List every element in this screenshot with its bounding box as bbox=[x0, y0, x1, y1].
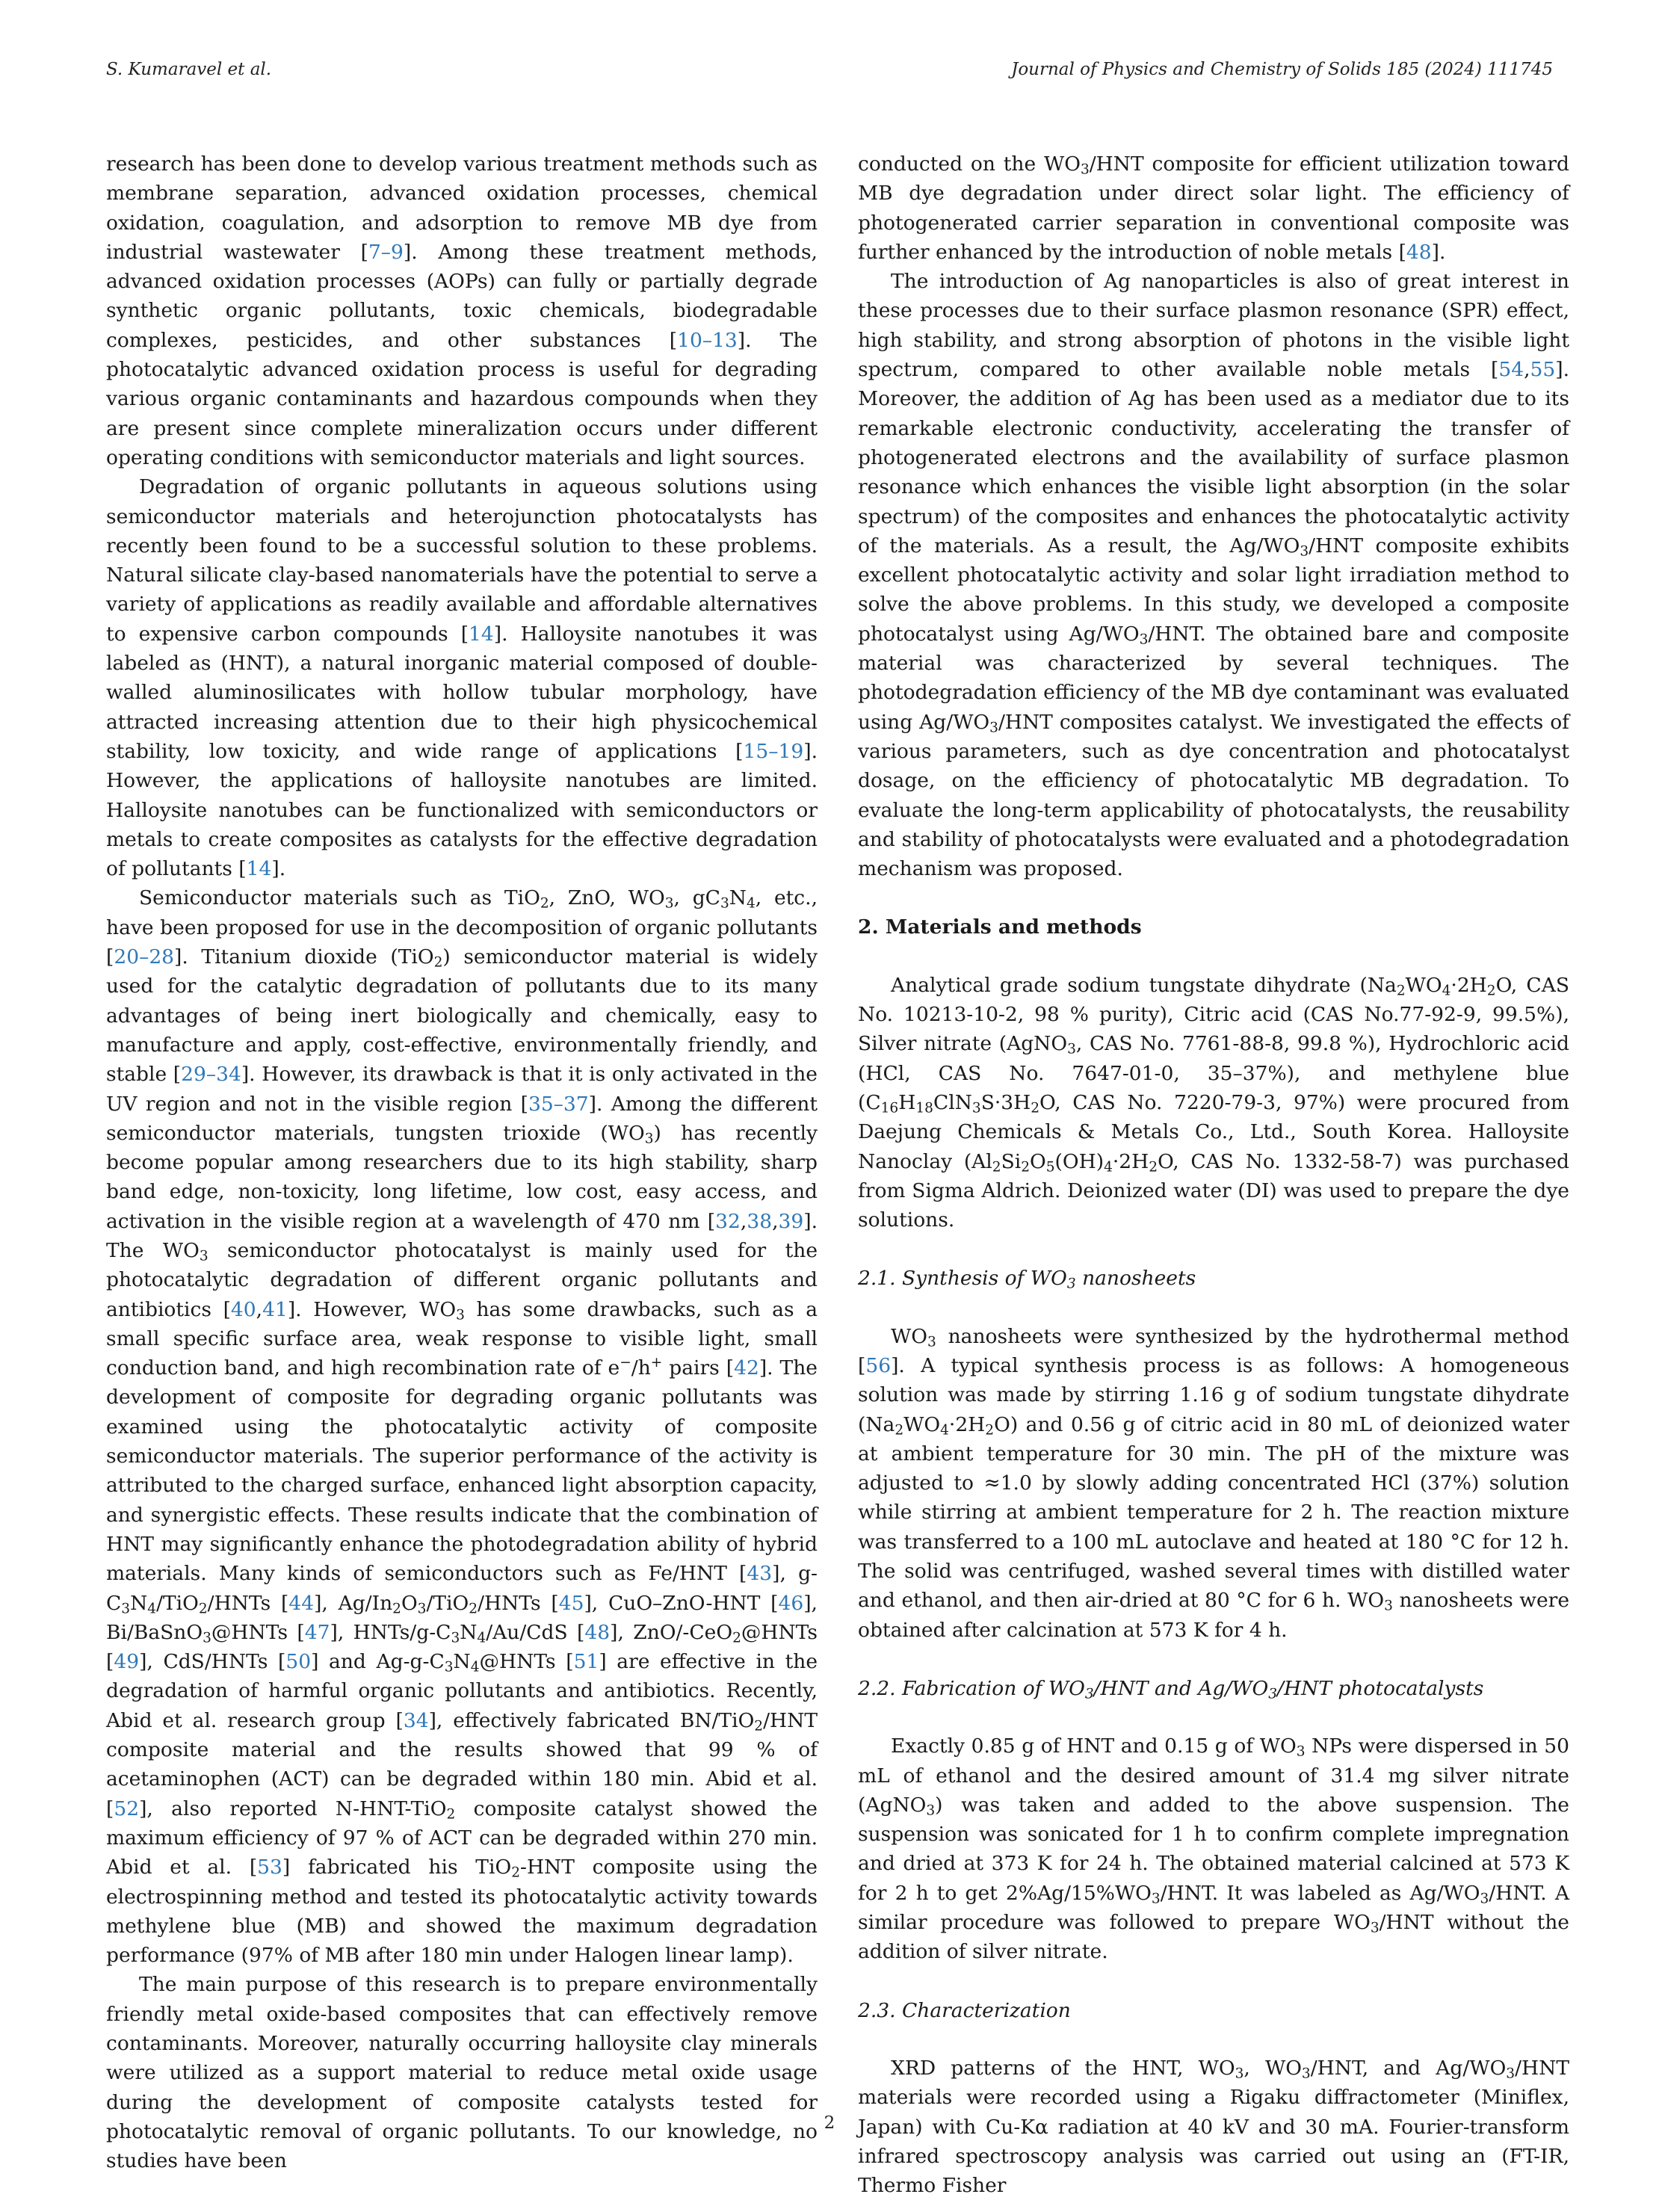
citation-link[interactable]: 51 bbox=[573, 1650, 599, 1674]
citation-link[interactable]: 29–34 bbox=[181, 1063, 241, 1087]
citation-link[interactable]: 39 bbox=[778, 1209, 804, 1233]
citation-link[interactable]: 32 bbox=[715, 1209, 741, 1233]
paragraph: The main purpose of this research is to prepare environmentally friendly metal oxide-based composites that can effectively remove contaminants. Moreover, naturally occurring halloysite clay minerals were utilized as a support material to reduce metal oxide usage during the development of composite catalysts tested for photocatalytic removal of organic pollutants. To our knowledge, no studies have been bbox=[106, 1973, 818, 2173]
citation-link[interactable]: 14 bbox=[246, 857, 272, 881]
citation-link[interactable]: 45 bbox=[558, 1591, 584, 1615]
citation-link[interactable]: 10–13 bbox=[677, 328, 738, 352]
citation-link[interactable]: 55 bbox=[1530, 358, 1556, 382]
citation-link[interactable]: 52 bbox=[114, 1797, 140, 1820]
citation-link[interactable]: 42 bbox=[734, 1356, 759, 1380]
citation-link[interactable]: 53 bbox=[257, 1856, 282, 1879]
citation-link[interactable]: 47 bbox=[304, 1620, 330, 1644]
subsection-heading: 2.1. Synthesis of $WO_3$ nanosheets bbox=[858, 1267, 1196, 1293]
left-column bbox=[106, 149, 818, 2175]
citation-link[interactable]: 44 bbox=[288, 1591, 315, 1615]
citation-link[interactable]: 43 bbox=[747, 1562, 773, 1586]
citation-link[interactable]: 50 bbox=[285, 1650, 312, 1674]
citation-link[interactable]: 7–9 bbox=[368, 240, 404, 264]
header-journal: Journal of Physics and Chemistry of Solids 185 (2024) 111745 bbox=[1011, 60, 1553, 79]
subsection-heading: 2.3. Characterization bbox=[858, 1998, 1071, 2022]
citation-link[interactable]: 48 bbox=[584, 1620, 611, 1644]
citation-link[interactable]: 38 bbox=[747, 1209, 773, 1233]
paragraph: Semiconductor materials such as TiO$_2$, ZnO, $WO_3$, $gC_3N_4$, etc., have been proposed for use in the decomposition of organic pollutants [20–28]. Titanium dioxide (TiO$_2$) semiconductor material is widely used for the catalytic degradation of pollutants due to its many advantages of being inert biologically and chemically, easy to manufacture and apply, cost-effective, environmentally friendly, and stable [29–34]. However, its drawback is that it is only activated in the UV region and not in the visible region [35–37]. Among the different semiconductor materials, tungsten trioxide $(WO_3)$ has recently become popular among researchers due to its high stability, sharp band edge, non-toxicity, long lifetime, low cost, easy access, and activation in the visible region at a wavelength of 470 nm [32,38,39]. The $WO_3$ semiconductor photocatalyst is mainly used for the photocatalytic degradation of different organic pollutants and antibiotics [40,41]. However, $WO_3$ has some drawbacks, such as a small specific surface area, weak response to visible light, small conduction band, and high recombination rate of e−/h+ pairs [42]. The development of composite for degrading organic pollutants was examined using the photocatalytic activity of composite semiconductor materials. The superior performance of the activity is attributed to the charged surface, enhanced light absorption capacity, and synergistic effects. These results indicate that the combination of HNT may significantly enhance the photodegradation ability of hybrid materials. Many kinds of semiconductors such as Fe/HNT [43], $g-C_3N_4/TiO_2$/HNTs [44], $Ag/In_2O_3/TiO_2$/HNTs [45], CuO–ZnO-HNT [46], Bi/BaSnO$_3$@HNTs [47], HNTs/$g-C_3N_4/Au$/CdS [48], ZnO/-CeO$_2$@HNTs [49], CdS/HNTs [50] and $Ag-g-C_3N_4@HNTs$ [51] are effective in the degradation of harmful organic pollutants and antibiotics. Recently, Abid et al. research group [34], effectively fabricated BN/TiO$_2$/HNT composite material and the results showed that 99 % of acetaminophen (ACT) can be degraded within 180 min. Abid et al. [52], also reported N-HNT-TiO$_2$ composite catalyst showed the maximum efficiency of 97 % of ACT can be degraded within 270 min. Abid et al. [53] fabricated his TiO$_2$-HNT composite using the electrospinning method and tested its photocatalytic activity towards methylene blue (MB) and showed the maximum degradation performance (97% of MB after 180 min under Halogen linear lamp). bbox=[106, 886, 818, 1968]
citation-link[interactable]: 20–28 bbox=[114, 945, 175, 969]
paragraph: XRD patterns of the HNT, $WO_3$, $WO_3$/HNT, and $Ag/WO_3$/HNT materials were recorded using a Rigaku diffractometer (Miniflex, Japan) with Cu-Kα radiation at 40 kV and 30 mA. Fourier-transform infrared spectroscopy analysis was carried out using an (FT-IR, Thermo Fisher bbox=[858, 2056, 1569, 2198]
citation-link[interactable]: 48 bbox=[1406, 240, 1432, 264]
section-heading: 2. Materials and methods bbox=[858, 915, 1142, 939]
citation-link[interactable]: 56 bbox=[865, 1353, 892, 1377]
paragraph: research has been done to develop various treatment methods such as membrane separation, advanced oxidation processes, chemical oxidation, coagulation, and adsorption to remove MB dye from industrial wastewater [7–9]. Among these treatment methods, advanced oxidation processes (AOPs) can fully or partially degrade synthetic organic pollutants, toxic chemicals, biodegradable complexes, pesticides, and other substances [10–13]. The photocatalytic advanced oxidation process is useful for degrading various organic contaminants and hazardous compounds when they are present since complete mineralization occurs under different operating conditions with semiconductor materials and light sources. bbox=[106, 152, 818, 469]
paragraph: Degradation of organic pollutants in aqueous solutions using semiconductor materials and heterojunction photocatalysts has recently been found to be a successful solution to these problems. Natural silicate clay-based nanomaterials have the potential to serve a variety of applications as readily available and affordable alternatives to expensive carbon compounds [14]. Halloysite nanotubes it was labeled as (HNT), a natural inorganic material composed of double-walled aluminosilicates with hollow tubular morphology, have attracted increasing attention due to their high physicochemical stability, low toxicity, and wide range of applications [15–19]. However, the applications of halloysite nanotubes are limited. Halloysite nanotubes can be functionalized with semiconductors or metals to create composites as catalysts for the effective degradation of pollutants [14]. bbox=[106, 475, 818, 881]
header-authors: S. Kumaravel et al. bbox=[106, 60, 272, 79]
subsection-heading: 2.2. Fabrication of $WO_3$/HNT and $Ag/WO_3$/HNT photocatalysts bbox=[858, 1676, 1484, 1702]
citation-link[interactable]: 35–37 bbox=[528, 1092, 589, 1116]
paragraph: $WO_3$ nanosheets were synthesized by the hydrothermal method [56]. A typical synthesis process is as follows: A homogeneous solution was made by stirring 1.16 g of sodium tungstate dihydrate $(Na_2WO_4\cdot 2H_2O)$ and 0.56 g of citric acid in 80 mL of deionized water at ambient temperature for 30 min. The pH of the mixture was adjusted to ≈1.0 by slowly adding concentrated HCl (37%) solution while stirring at ambient temperature for 2 h. The reaction mixture was transferred to a 100 mL autoclave and heated at 180 °C for 12 h. The solid was centrifuged, washed several times with distilled water and ethanol, and then air-dried at 80 °C for 6 h. $WO_3$ nanosheets were obtained after calcination at 573 K for 4 h. bbox=[858, 1324, 1570, 1642]
citation-link[interactable]: 49 bbox=[114, 1650, 140, 1674]
page-number: 2 bbox=[824, 2113, 835, 2133]
citation-link[interactable]: 34 bbox=[403, 1708, 429, 1732]
paragraph: The introduction of Ag nanoparticles is also of great interest in these processes due to their surface plasmon resonance (SPR) effect, high stability, and strong absorption of photons in the visible light spectrum, compared to other available noble metals [54,55]. Moreover, the addition of Ag has been used as a mediator due to its remarkable electronic conductivity, accelerating the transfer of photogenerated electrons and the availability of surface plasmon resonance which enhances the visible light absorption (in the solar spectrum) of the composites and enhances the photocatalytic activity of the materials. As a result, the $Ag/WO_3$/HNT composite exhibits excellent photocatalytic activity and solar light irradiation method to solve the above problems. In this study, we developed a composite photocatalyst using $Ag/WO_3$/HNT. The obtained bare and composite material was characterized by several techniques. The photodegradation efficiency of the MB dye contaminant was evaluated using $Ag/WO_3$/HNT composites catalyst. We investigated the effects of various parameters, such as dye concentration and photocatalyst dosage, on the efficiency of photocatalytic MB degradation. To evaluate the long-term applicability of photocatalysts, the reusability and stability of photocatalysts were evaluated and a photodegradation mechanism was proposed. bbox=[858, 270, 1569, 881]
running-header bbox=[106, 60, 1553, 90]
paragraph: Exactly 0.85 g of HNT and 0.15 g of $WO_3$ NPs were dispersed in 50 mL of ethanol and the desired amount of 31.4 mg silver nitrate (AgNO$_3$) was taken and added to the above suspension. The suspension was sonicated for 1 h to confirm complete impregnation and dried at 373 K for 24 h. The obtained material calcined at 573 K for 2 h to get $2\%Ag/15\%WO_3$/HNT. It was labeled as $Ag/WO_3$/HNT. A similar procedure was followed to prepare $WO_3$/HNT without the addition of silver nitrate. bbox=[858, 1734, 1569, 1964]
paragraph: Analytical grade sodium tungstate dihydrate ($Na_2WO_4\cdot 2H_2O$, CAS No. 10213-10-2, 98 % purity), Citric acid (CAS No.77-92-9, 99.5%), Silver nitrate (AgNO$_3$, CAS No. 7761-88-8, 99.8 %), Hydrochloric acid (HCl, CAS No. 7647-01-0, 35–37%), and methylene blue ($C_{16}H_{18}ClN_3S\cdot 3H_2O$, CAS No. 7220-79-3, 97%) were procured from Daejung Chemicals & Metals Co., Ltd., South Korea. Halloysite Nanoclay ($Al_2Si_2O_5(OH)_4\cdot 2H_2O$, CAS No. 1332-58-7) was purchased from Sigma Aldrich. Deionized water (DI) was used to prepare the dye solutions. bbox=[858, 973, 1569, 1232]
citation-link[interactable]: 41 bbox=[262, 1297, 288, 1321]
citation-link[interactable]: 40 bbox=[230, 1297, 256, 1321]
paragraph: conducted on the $WO_3$/HNT composite for efficient utilization toward MB dye degradation under direct solar light. The efficiency of photogenerated carrier separation in conventional composite was further enhanced by the introduction of noble metals [48]. bbox=[858, 152, 1570, 264]
citation-link[interactable]: 54 bbox=[1498, 358, 1524, 382]
citation-link[interactable]: 15–19 bbox=[743, 739, 804, 763]
right-column bbox=[858, 149, 1569, 2200]
citation-link[interactable]: 14 bbox=[469, 622, 494, 646]
citation-link[interactable]: 46 bbox=[778, 1591, 804, 1615]
